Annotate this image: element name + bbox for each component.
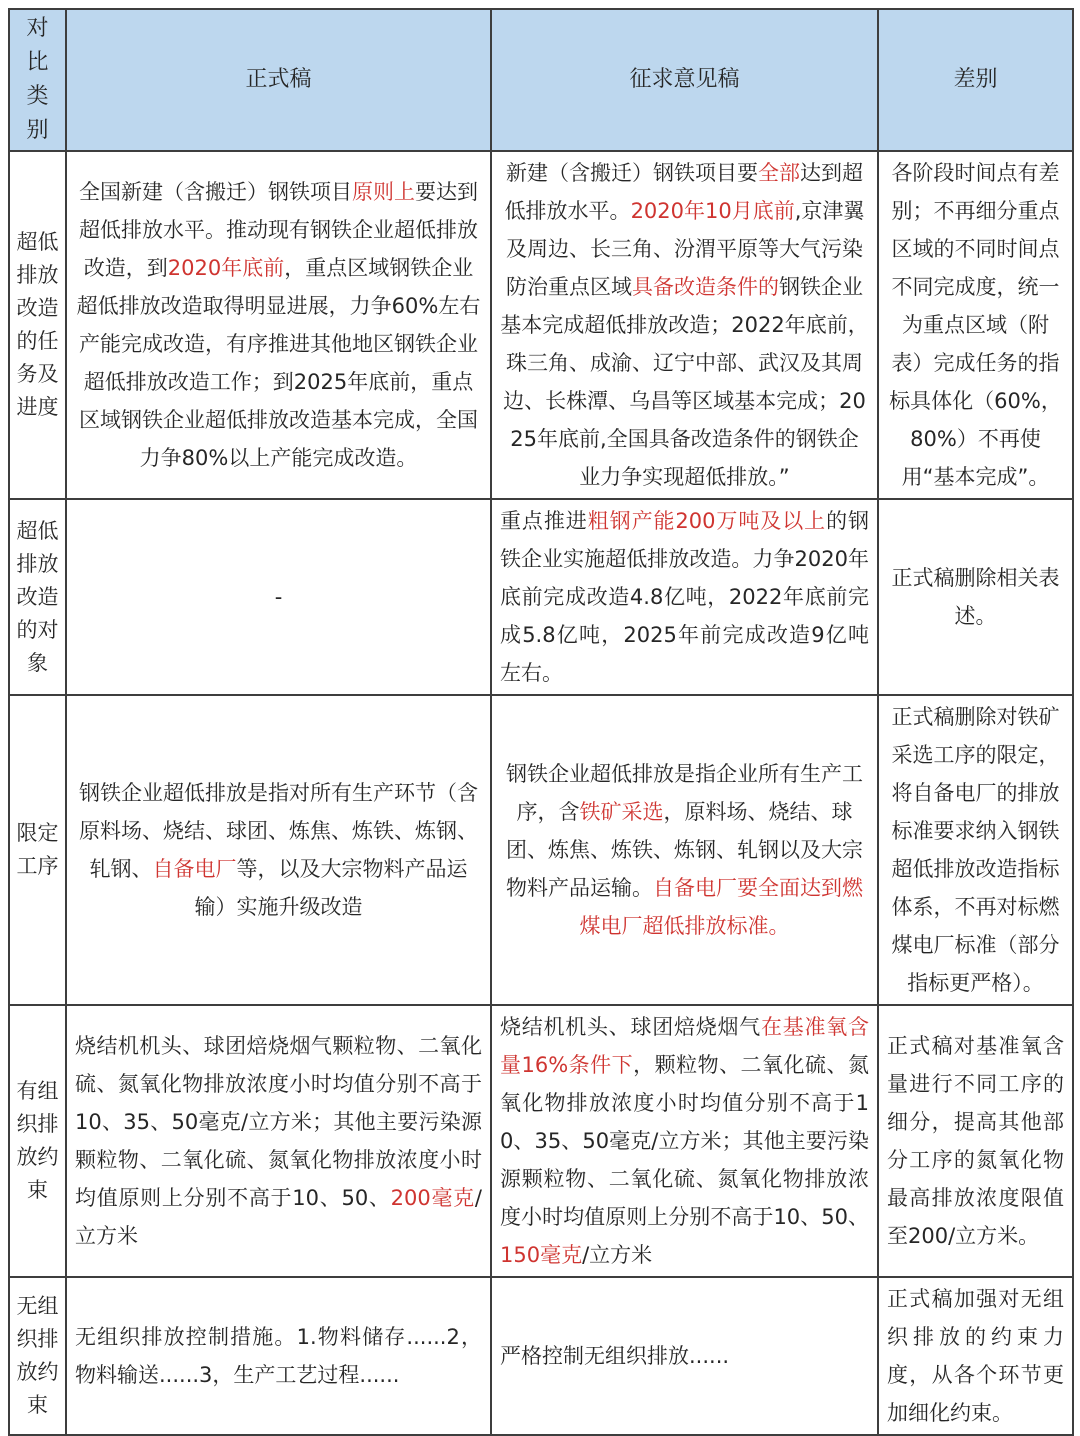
row4-draft-text bbox=[491, 1005, 878, 1277]
text-run: 等，以及大宗物料产品运输）实施升级改造 bbox=[194, 857, 468, 919]
text-run: - bbox=[274, 585, 283, 609]
table-row bbox=[9, 695, 1073, 1005]
table-row bbox=[9, 151, 1073, 499]
text-run: 的钢铁企业实施超低排放改造。力争2020年底前完成改造4.8亿吨，2022年底前完成5.8亿吨，2025年前完成改造9亿吨左右。 bbox=[500, 509, 870, 685]
highlighted-text-run: 具备改造条件的 bbox=[632, 275, 779, 299]
row1-official-text bbox=[66, 151, 491, 499]
text-run: 正式稿删除对铁矿采选工序的限定，将自备电厂的排放标准要求纳入钢铁超低排放改造指标体系，不再对标燃煤电厂标准（部分指标更严格）。 bbox=[891, 705, 1060, 995]
row2-category: 超低排放改造的对象 bbox=[9, 499, 66, 695]
row5-category: 无组织排放约束 bbox=[9, 1277, 66, 1435]
text-run: 严格控制无组织排放...... bbox=[500, 1344, 730, 1368]
row3-official-text bbox=[66, 695, 491, 1005]
row3-category: 限定工序 bbox=[9, 695, 66, 1005]
row4-official-text bbox=[66, 1005, 491, 1277]
row3-draft-text bbox=[491, 695, 878, 1005]
row1-category: 超低排放改造的任务及进度 bbox=[9, 151, 66, 499]
header-official: 正式稿 bbox=[66, 9, 491, 151]
table-row bbox=[9, 499, 1073, 695]
text-run: 各阶段时间点有差别；不再细分重点区域的不同时间点不同完成度，统一为重点区域（附表）完成任务的指标具体化（60%，80%）不再使用“基本完成”。 bbox=[889, 161, 1062, 489]
row2-draft-text bbox=[491, 499, 878, 695]
comparison-table bbox=[8, 8, 1074, 1436]
text-run: ，重点区域钢铁企业超低排放改造取得明显进展，力争60%左右产能完成改造，有序推进其他地区钢铁企业超低排放改造工作；到2025年底前，重点区域钢铁企业超低排放改造基本完成，全国力争80%以上产能完成改造。 bbox=[76, 256, 481, 470]
text-run: 钢铁企业超低排放是指对所有生产环节（含原料场、烧结、球团、炼焦、炼铁、炼钢、轧钢、 bbox=[79, 781, 478, 881]
highlighted-text-run: 自备电厂要全面达到燃煤电厂超低排放标准。 bbox=[579, 876, 863, 938]
text-run: ,京津翼及周边、长三角、汾渭平原等大气污染防治重点区域 bbox=[506, 199, 865, 299]
text-run: 烧结机机头、球团焙烧烟气颗粒物、二氧化硫、氮氧化物排放浓度小时均值分别不高于10、35、50毫克/立方米；其他主要污染源颗粒物、二氧化硫、氮氧化物排放浓度小时均值原则上分别不高于10、50、 bbox=[75, 1034, 482, 1210]
row1-draft-text bbox=[491, 151, 878, 499]
text-run: 正式稿加强对无组织排放的约束力度，从各个环节更加细化约束。 bbox=[887, 1287, 1064, 1425]
highlighted-text-run: 粗钢产能200万吨及以上 bbox=[587, 509, 827, 533]
text-run: 新建（含搬迁）钢铁项目要 bbox=[506, 161, 758, 185]
text-run: ，原料场、烧结、球团、炼焦、炼铁、炼钢、轧钢以及大宗物料产品运输。 bbox=[506, 800, 863, 900]
row1-difference-text bbox=[878, 151, 1073, 499]
text-run: 达到超低排放水平。 bbox=[504, 161, 863, 223]
highlighted-text-run: 自备电厂 bbox=[152, 857, 237, 881]
highlighted-text-run: 2020年10月底前 bbox=[630, 199, 795, 223]
highlighted-text-run: 150毫克 bbox=[500, 1243, 583, 1267]
highlighted-text-run: 2020年底前 bbox=[167, 256, 285, 280]
row2-official-text bbox=[66, 499, 491, 695]
header-category: 对比类别 bbox=[9, 9, 66, 151]
text-run: 重点推进 bbox=[500, 509, 588, 533]
header-difference: 差别 bbox=[878, 9, 1073, 151]
row3-difference-text bbox=[878, 695, 1073, 1005]
highlighted-text-run: 原则上 bbox=[352, 180, 415, 204]
table-header bbox=[9, 9, 1073, 151]
text-run: 无组织排放控制措施。1.物料储存......2，物料输送......3，生产工艺过程...... bbox=[75, 1325, 482, 1387]
highlighted-text-run: 200毫克 bbox=[390, 1186, 475, 1210]
highlighted-text-run: 在基准氧含量16%条件下 bbox=[500, 1015, 869, 1077]
row5-draft-text bbox=[491, 1277, 878, 1435]
row5-official-text bbox=[66, 1277, 491, 1435]
row4-difference-text bbox=[878, 1005, 1073, 1277]
text-run: ，颗粒物、二氧化硫、氮氧化物排放浓度小时均值分别不高于10、35、50毫克/立方米；其他主要污染源颗粒物、二氧化硫、氮氧化物排放浓度小时均值原则上分别不高于10、50、 bbox=[500, 1053, 869, 1229]
header-draft: 征求意见稿 bbox=[491, 9, 878, 151]
row5-difference-text bbox=[878, 1277, 1073, 1435]
text-run: 钢铁企业超低排放是指企业所有生产工序，含 bbox=[506, 762, 863, 824]
text-run: 正式稿对基准氧含量进行不同工序的细分，提高其他部分工序的氮氧化物最高排放浓度限值至200/立方米。 bbox=[887, 1034, 1064, 1248]
header-row bbox=[9, 9, 1073, 151]
row2-difference-text bbox=[878, 499, 1073, 695]
text-run: /立方米 bbox=[75, 1186, 482, 1248]
row4-category: 有组织排放约束 bbox=[9, 1005, 66, 1277]
highlighted-text-run: 铁矿采选 bbox=[579, 800, 664, 824]
text-run: 要达到超低排放水平。推动现有钢铁企业超低排放改造，到 bbox=[79, 180, 478, 280]
text-run: 钢铁企业基本完成超低排放改造；2022年底前，珠三角、成渝、辽宁中部、武汉及其周边、长株潭、乌昌等区域基本完成；2025年底前,全国具备改造条件的钢铁企业力争实现超低排放。” bbox=[500, 275, 869, 489]
table-row bbox=[9, 1277, 1073, 1435]
text-run: /立方米 bbox=[582, 1243, 653, 1267]
text-run: 正式稿删除相关表述。 bbox=[891, 566, 1060, 628]
text-run: 烧结机机头、球团焙烧烟气 bbox=[500, 1015, 761, 1039]
highlighted-text-run: 全部 bbox=[758, 161, 800, 185]
table-row bbox=[9, 1005, 1073, 1277]
text-run: 全国新建（含搬迁）钢铁项目 bbox=[79, 180, 352, 204]
